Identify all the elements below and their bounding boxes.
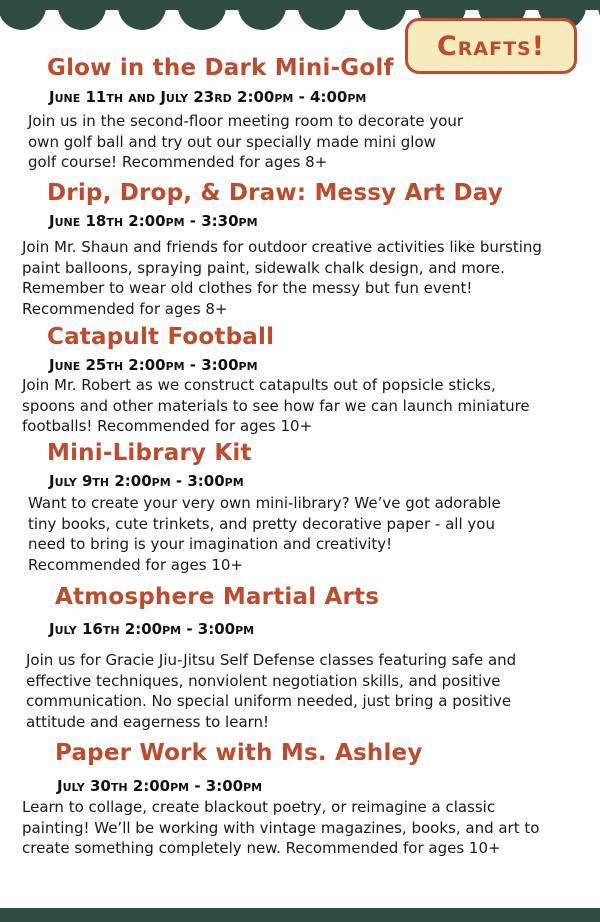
event-title: Mini-Library Kit <box>47 440 252 466</box>
event-title: Drip, Drop, & Draw: Messy Art Day <box>47 180 503 206</box>
event-title: Paper Work with Ms. Ashley <box>55 740 423 766</box>
event-description: Learn to collage, create blackout poetry, or reimagine a classic painting! We’ll be working with vintage magazines, books, and art to create something completely new. Recommended for ages 10+ <box>22 798 540 857</box>
event-title: Glow in the Dark Mini-Golf <box>47 55 394 81</box>
event-title: Catapult Football <box>47 324 275 350</box>
event-description: Want to create your very own mini-library? We’ve got adorable tiny books, cute trinkets, and pretty decorative paper - all you need to bring is your imagination and creativity! Recommended for ages 10+ <box>28 494 501 574</box>
event-description: Join us in the second-floor meeting room to decorate your own golf ball and try out our specially made mini glow golf course! Recommended for ages 8+ <box>28 112 464 171</box>
event-description: Join Mr. Robert as we construct catapults out of popsicle sticks, spoons and other materials to see how far we can launch miniature footballs! Recommended for ages 10+ <box>22 376 530 435</box>
event-description: Join Mr. Shaun and friends for outdoor creative activities like bursting paint balloons, spraying paint, sidewalk chalk design, and more. Remember to wear old clothes for the messy but fun event! Recommended for ages 8+ <box>22 238 542 318</box>
event-title: Atmosphere Martial Arts <box>55 584 380 610</box>
event-date: July 16th 2:00pm - 3:00pm <box>49 620 255 638</box>
crafts-tag-label: Crafts! <box>436 30 546 62</box>
crafts-category-tag <box>405 18 577 74</box>
event-date: June 11th and July 23rd 2:00pm - 4:00pm <box>49 88 367 106</box>
event-description: Join us for Gracie Jiu-Jitsu Self Defense classes featuring safe and effective techniques, nonviolent negotiation skills, and positive communication. No special uniform needed, just bring a positive attitude and eagerness to learn! <box>26 651 517 731</box>
bottom-border-band <box>0 908 600 922</box>
event-date: July 30th 2:00pm - 3:00pm <box>57 777 263 795</box>
event-date: June 25th 2:00pm - 3:00pm <box>49 356 258 374</box>
event-date: July 9th 2:00pm - 3:00pm <box>49 472 244 490</box>
event-date: June 18th 2:00pm - 3:30pm <box>49 212 258 230</box>
